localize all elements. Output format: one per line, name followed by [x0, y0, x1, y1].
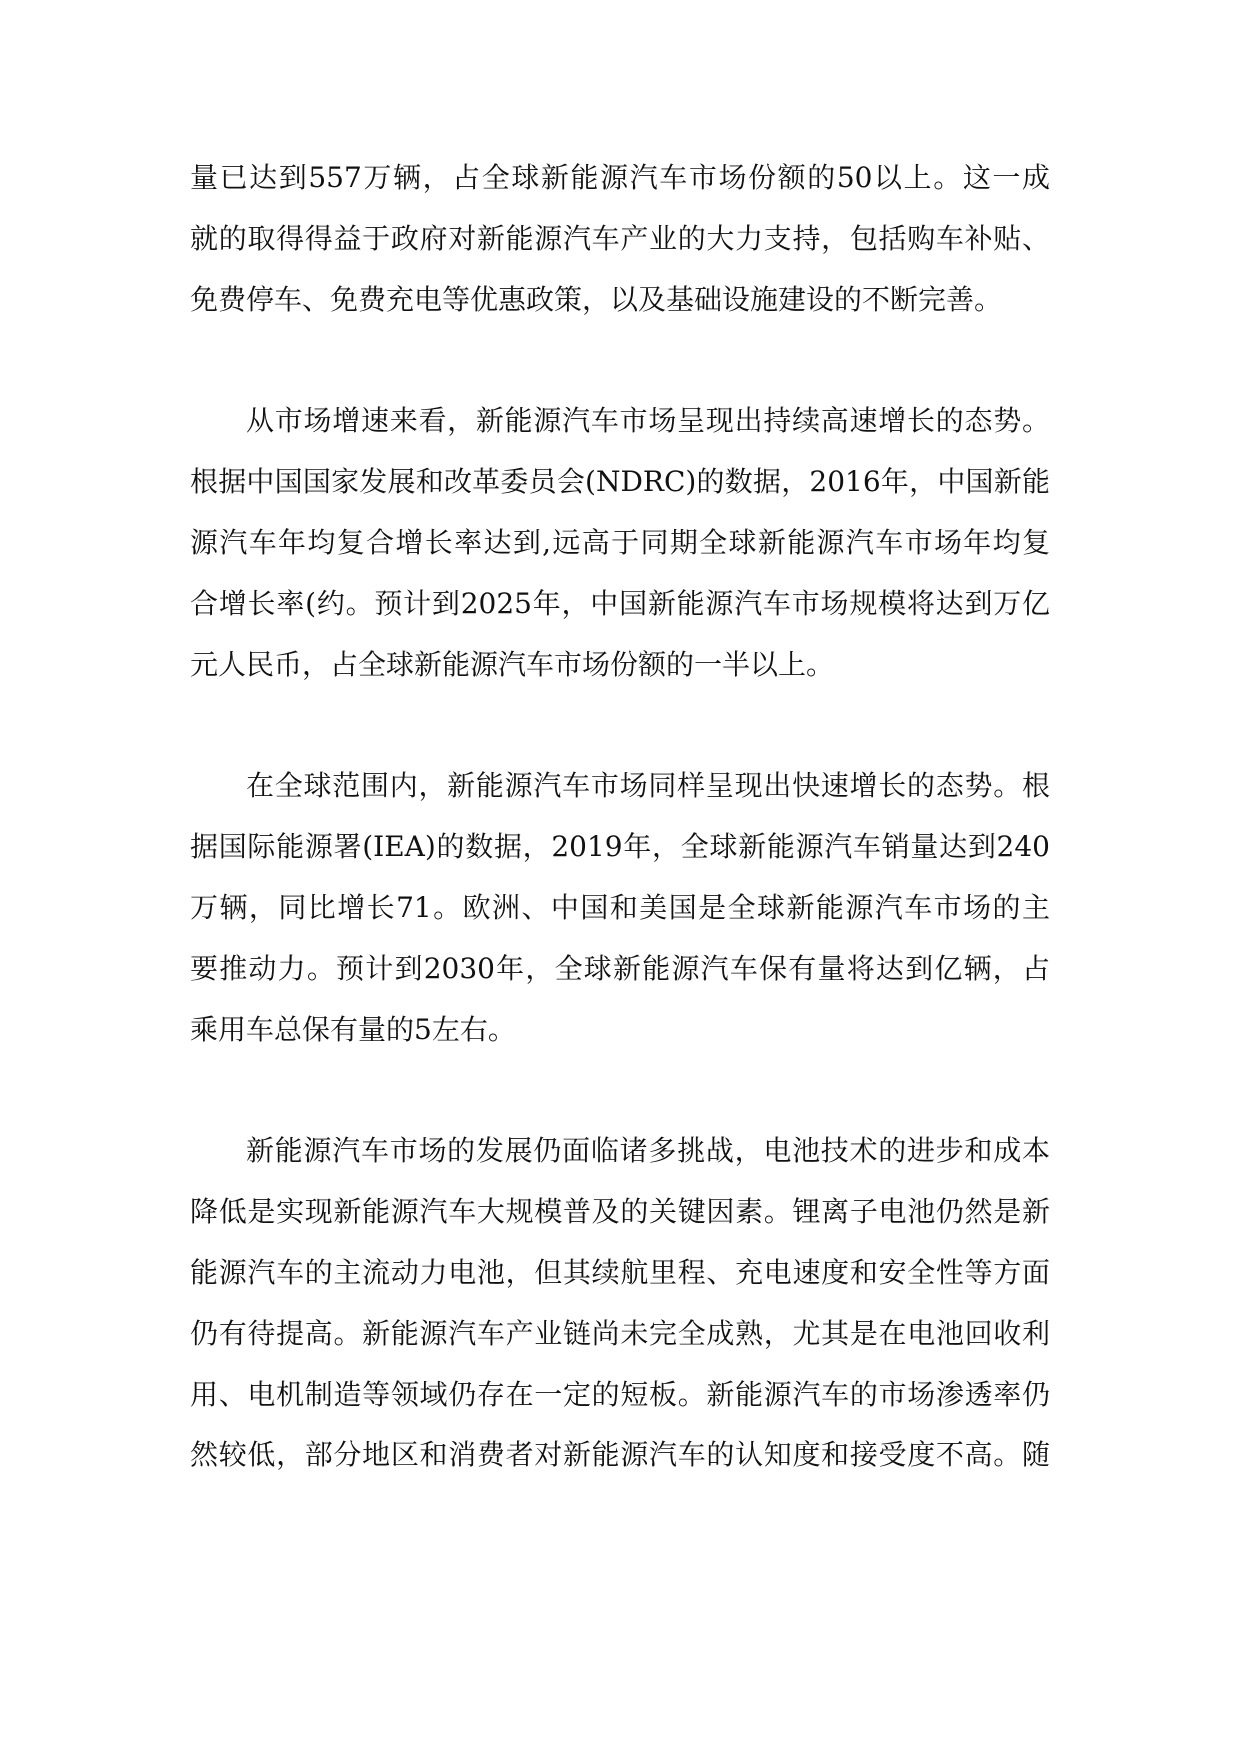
- text-line: 元人民币，占全球新能源汽车市场份额的一半以上。: [190, 647, 835, 681]
- text-line: 能源汽车的主流动力电池，但其续航里程、充电速度和安全性等方面: [190, 1255, 1050, 1289]
- text-line: 据国际能源署(IEA)的数据，2019年，全球新能源汽车销量达到240: [190, 830, 1050, 864]
- paragraph: [190, 148, 1050, 330]
- body-text: [190, 148, 1050, 1486]
- text-line: 然较低，部分地区和消费者对新能源汽车的认知度和接受度不高。随: [190, 1438, 1050, 1472]
- text-line: 降低是实现新能源汽车大规模普及的关键因素。锂离子电池仍然是新: [190, 1195, 1050, 1229]
- text-line: 在全球范围内，新能源汽车市场同样呈现出快速增长的态势。根: [246, 769, 1050, 803]
- paragraph-gap: [190, 1060, 1050, 1121]
- text-line: 根据中国国家发展和改革委员会(NDRC)的数据，2016年，中国新能: [190, 465, 1050, 499]
- text-line: 量已达到557万辆，占全球新能源汽车市场份额的50以上。这一成: [190, 161, 1050, 194]
- text-line: 要推动力。预计到2030年，全球新能源汽车保有量将达到亿辆，占: [190, 951, 1050, 985]
- text-line: 万辆，同比增长71。欧洲、中国和美国是全球新能源汽车市场的主: [190, 890, 1050, 924]
- paragraph-gap: [190, 330, 1050, 391]
- text-line: 乘用车总保有量的5左右。: [190, 1012, 516, 1046]
- paragraph: [190, 391, 1050, 695]
- text-line: 免费停车、免费充电等优惠政策，以及基础设施建设的不断完善。: [190, 282, 1003, 316]
- text-line: 源汽车年均复合增长率达到,远高于同期全球新能源汽车市场年均复: [190, 525, 1050, 559]
- text-line: 从市场增速来看，新能源汽车市场呈现出持续高速增长的态势。: [246, 404, 1050, 438]
- paragraph-gap: [190, 695, 1050, 756]
- text-line: 合增长率(约。预计到2025年，中国新能源汽车市场规模将达到万亿: [190, 586, 1050, 620]
- text-line: 新能源汽车市场的发展仍面临诸多挑战，电池技术的进步和成本: [246, 1134, 1050, 1168]
- text-line: 仍有待提高。新能源汽车产业链尚未完全成熟，尤其是在电池回收利: [190, 1316, 1050, 1350]
- paragraph: [190, 756, 1050, 1060]
- text-line: 用、电机制造等领域仍存在一定的短板。新能源汽车的市场渗透率仍: [190, 1377, 1050, 1411]
- paragraph: [190, 1121, 1050, 1486]
- text-line: 就的取得得益于政府对新能源汽车产业的大力支持，包括购车补贴、: [190, 221, 1050, 255]
